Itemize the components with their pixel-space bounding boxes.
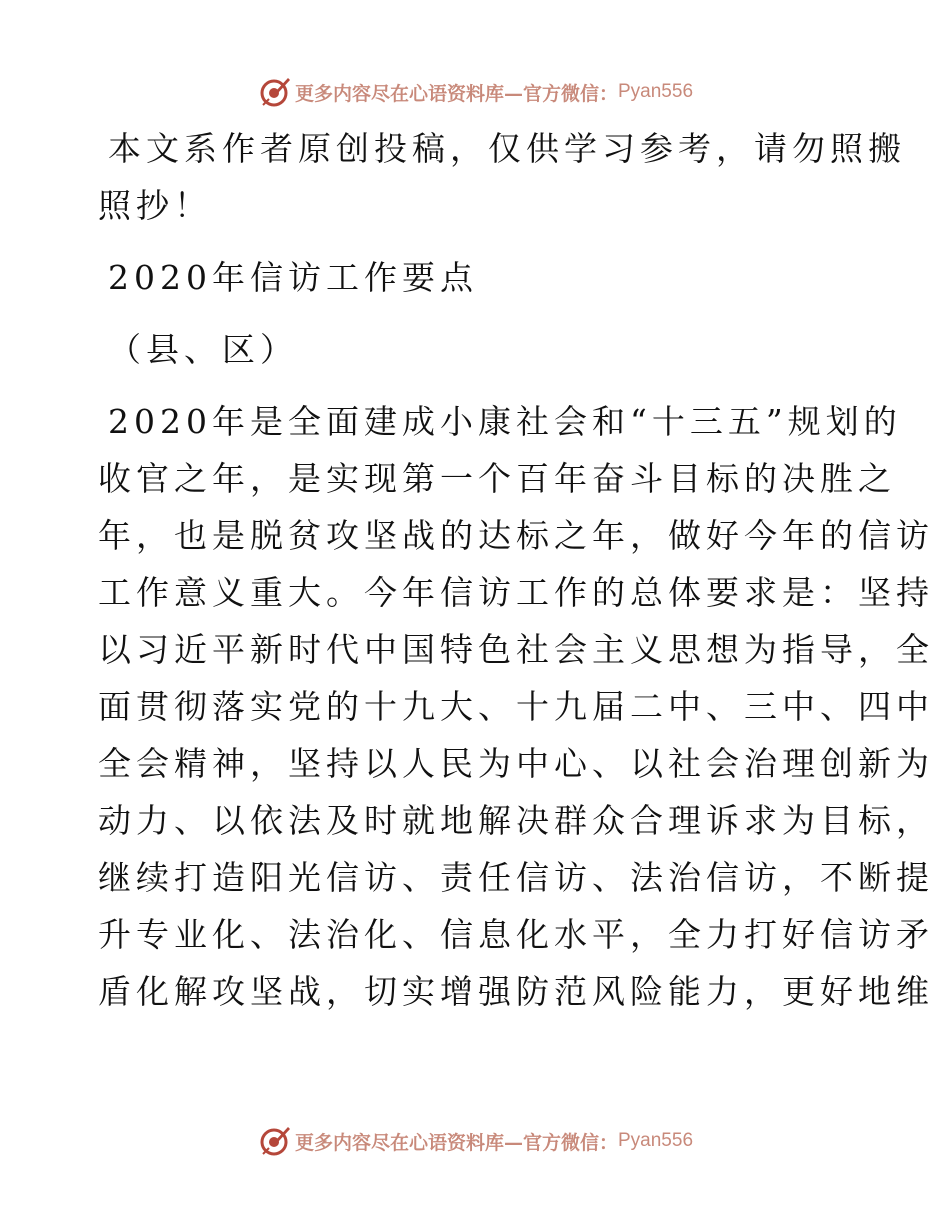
body-line: 以习近平新时代中国特色社会主义思想为指导，全: [98, 630, 934, 669]
body-line: 工作意义重大。今年信访工作的总体要求是：坚持: [98, 573, 934, 612]
header-banner-text: 更多内容尽在心语资料库—官方微信：: [294, 82, 618, 105]
footer-banner-text: 更多内容尽在心语资料库—官方微信：: [294, 1131, 618, 1154]
quill-logo-icon: [257, 75, 291, 109]
body-line: 继续打造阳光信访、责任信访、法治信访，不断提: [98, 858, 934, 897]
intro-line-2: 照抄！: [98, 186, 212, 225]
body-line: 面贯彻落实党的十九大、十九届二中、三中、四中: [98, 687, 934, 726]
intro-line-1: 本文系作者原创投稿，仅供学习参考，请勿照搬: [108, 129, 906, 168]
footer-banner[interactable]: [0, 1121, 950, 1161]
quill-logo-icon: [257, 1124, 291, 1158]
footer-banner-wechat-id: Pyan556: [618, 1130, 694, 1151]
body-line: 升专业化、法治化、信息化水平，全力打好信访矛: [98, 915, 934, 954]
body-line: 盾化解攻坚战，切实增强防范风险能力，更好地维: [98, 972, 934, 1011]
body-line: 动力、以依法及时就地解决群众合理诉求为目标，: [98, 801, 934, 840]
body-line: 全会精神，坚持以人民为中心、以社会治理创新为: [98, 744, 934, 783]
header-banner[interactable]: [0, 72, 950, 112]
body-line: 收官之年，是实现第一个百年奋斗目标的决胜之: [98, 459, 896, 498]
header-banner-wechat-id: Pyan556: [618, 81, 694, 102]
document-title: 2020年信访工作要点: [108, 258, 478, 297]
document-body: [98, 120, 934, 1020]
body-line: 年，也是脱贫攻坚战的达标之年，做好今年的信访: [98, 516, 934, 555]
body-line: 2020年是全面建成小康社会和“十三五”规划的: [108, 402, 902, 441]
document-subtitle: （县、区）: [108, 330, 298, 369]
